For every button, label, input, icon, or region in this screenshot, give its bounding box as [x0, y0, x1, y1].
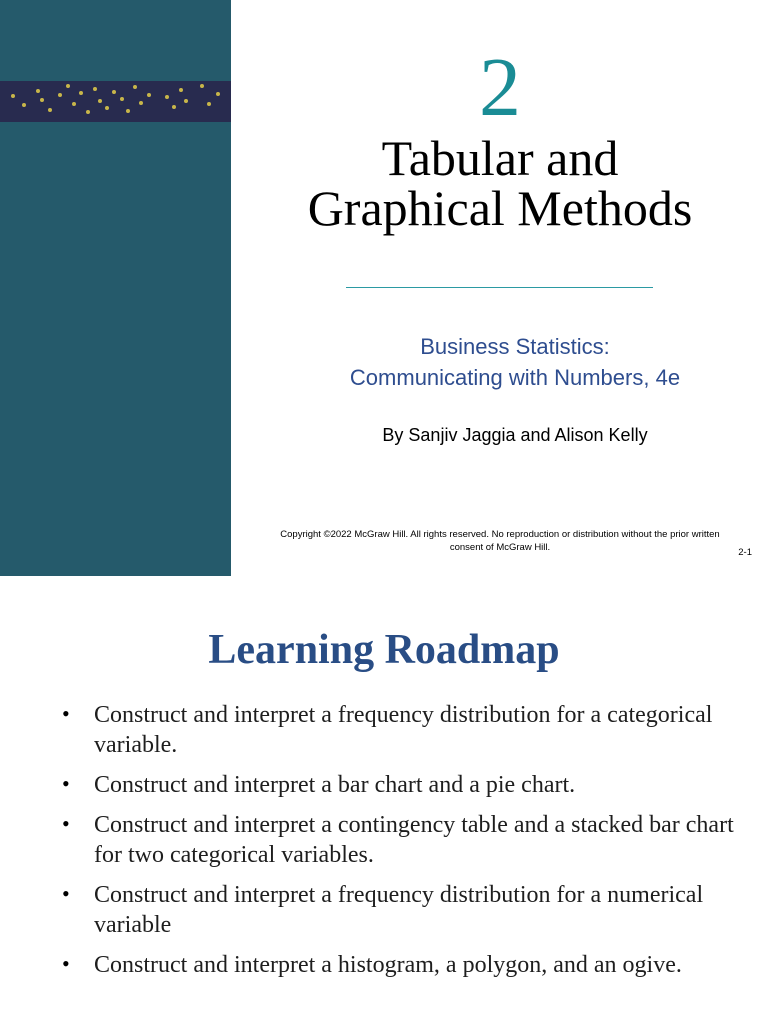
decorative-dot — [11, 94, 15, 98]
list-item-text: Construct and interpret a histogram, a polygon, and an ogive. — [94, 952, 682, 978]
decorative-dot — [40, 98, 44, 102]
decorative-dot — [48, 108, 52, 112]
decorative-dot — [22, 103, 26, 107]
list-item — [58, 880, 738, 940]
roadmap-slide — [0, 591, 768, 1024]
list-item — [58, 810, 738, 870]
book-subtitle — [260, 331, 768, 393]
bullet-icon: • — [62, 881, 70, 906]
bullet-icon: • — [62, 951, 70, 976]
copyright-notice — [245, 528, 755, 554]
list-item — [58, 770, 738, 800]
book-subtitle-line: Business Statistics: — [420, 334, 610, 359]
list-item — [58, 950, 738, 980]
roadmap-title: Learning Roadmap — [208, 627, 560, 673]
decorative-dot — [207, 102, 211, 106]
decorative-dot — [184, 99, 188, 103]
slide-title-line: Tabular and — [381, 130, 619, 186]
chapter-number: 2 — [479, 41, 521, 134]
objectives-list — [58, 700, 738, 990]
decorative-dot — [66, 84, 70, 88]
dotted-band — [0, 81, 231, 122]
decorative-dot — [86, 110, 90, 114]
decorative-dot — [79, 91, 83, 95]
decorative-dot — [179, 88, 183, 92]
decorative-dot — [172, 105, 176, 109]
decorative-dot — [200, 84, 204, 88]
decorative-dot — [133, 85, 137, 89]
decorative-dot — [58, 93, 62, 97]
decorative-dot — [112, 90, 116, 94]
slide-number: 2-1 — [738, 547, 752, 558]
bullet-icon: • — [62, 701, 70, 726]
copyright-line: Copyright ©2022 McGraw Hill. All rights reserved. No reproduction or distribution without the prior written — [280, 529, 720, 540]
bullet-icon: • — [62, 771, 70, 796]
decorative-dot — [126, 109, 130, 113]
copyright-line: consent of McGraw Hill. — [449, 542, 551, 553]
decorative-dot — [216, 92, 220, 96]
slide-title-line: Graphical Methods — [307, 180, 693, 236]
decorative-dot — [72, 102, 76, 106]
book-subtitle-line: Communicating with Numbers, 4e — [349, 365, 681, 390]
side-panel — [0, 0, 231, 576]
decorative-dot — [165, 95, 169, 99]
decorative-dot — [36, 89, 40, 93]
list-item-text: Construct and interpret a frequency distribution for a categorical variable. — [94, 702, 713, 758]
bullet-icon: • — [62, 811, 70, 836]
decorative-dot — [98, 99, 102, 103]
list-item-text: Construct and interpret a frequency distribution for a numerical variable — [94, 882, 704, 938]
list-item — [58, 700, 738, 760]
list-item-text: Construct and interpret a bar chart and a pie chart. — [94, 772, 576, 798]
decorative-dot — [105, 106, 109, 110]
title-divider — [346, 287, 653, 288]
decorative-dot — [139, 101, 143, 105]
decorative-dot — [93, 87, 97, 91]
slide-title — [245, 130, 755, 236]
authors: By Sanjiv Jaggia and Alison Kelly — [382, 425, 648, 445]
list-item-text: Construct and interpret a contingency table and a stacked bar chart for two categorical variables. — [94, 812, 734, 868]
decorative-dot — [120, 97, 124, 101]
decorative-dot — [147, 93, 151, 97]
